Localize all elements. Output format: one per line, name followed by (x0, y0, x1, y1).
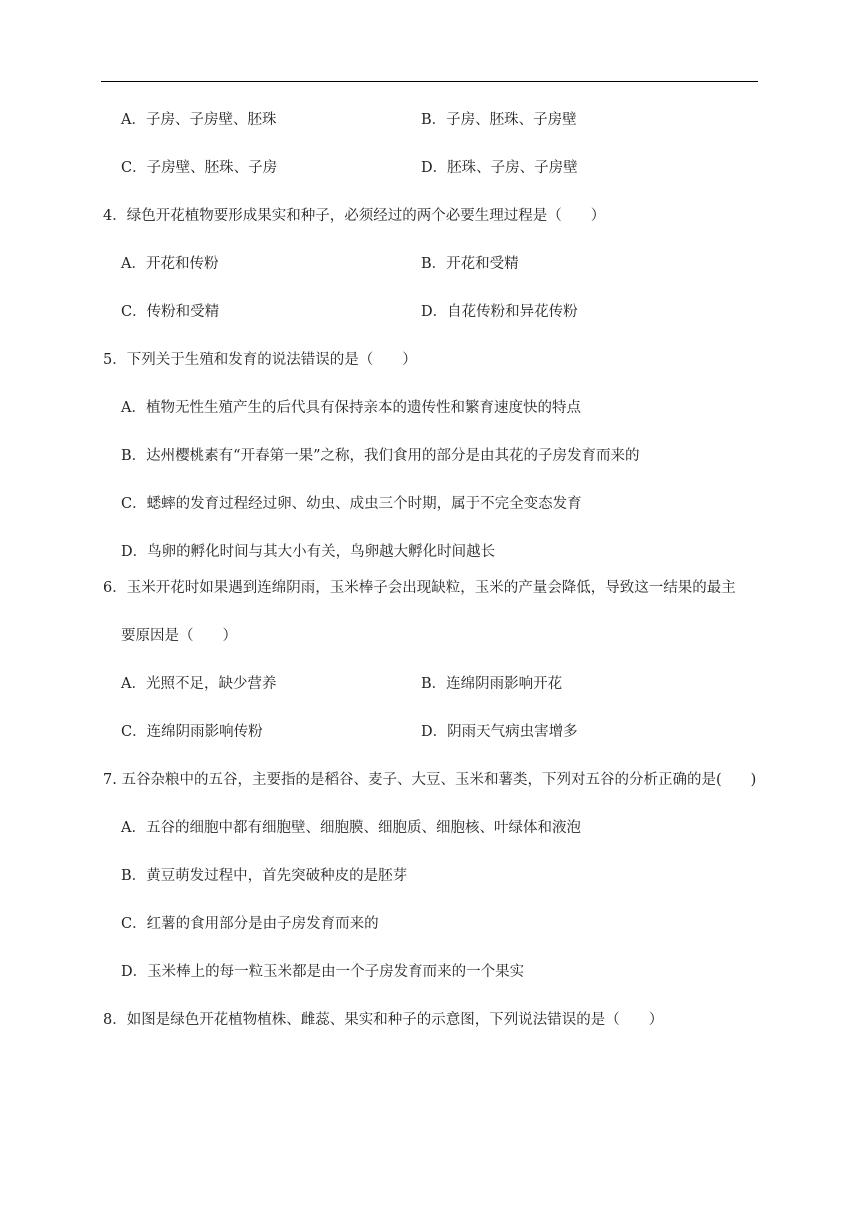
q3-option-d: D．胚珠、子房、子房壁 (421, 160, 578, 176)
q6-option-d: D．阴雨天气病虫害增多 (421, 724, 578, 740)
q5-stem: 5．下列关于生殖和发育的说法错误的是（ ） (103, 352, 417, 368)
q7-option-b: B．黄豆萌发过程中，首先突破种皮的是胚芽 (121, 868, 408, 884)
q4-option-d: D．自花传粉和异花传粉 (421, 304, 578, 320)
q4-stem: 4．绿色开花植物要形成果实和种子，必须经过的两个必要生理过程是（ ） (103, 208, 606, 224)
q7-stem: 7. 五谷杂粮中的五谷，主要指的是稻谷、麦子、大豆、玉米和薯类，下列对五谷的分析正确的是( ) (103, 772, 757, 788)
q6-stem-line2: 要原因是（ ） (121, 628, 237, 644)
q4-option-c: C．传粉和受精 (121, 304, 220, 320)
header-rule (101, 81, 758, 82)
q7-option-c: C．红薯的食用部分是由子房发育而来的 (121, 916, 379, 932)
q6-option-b: B．连绵阴雨影响开花 (421, 676, 563, 692)
q3-option-b: B．子房、胚珠、子房壁 (421, 112, 577, 128)
q7-option-a: A．五谷的细胞中都有细胞壁、细胞膜、细胞质、细胞核、叶绿体和液泡 (121, 820, 581, 836)
q5-option-a: A．植物无性生殖产生的后代具有保持亲本的遗传性和繁育速度快的特点 (121, 400, 581, 416)
q6-option-c: C．连绵阴雨影响传粉 (121, 724, 263, 740)
q4-option-b: B．开花和受精 (421, 256, 519, 272)
q7-option-d: D．玉米棒上的每一粒玉米都是由一个子房发育而来的一个果实 (121, 964, 525, 980)
q5-option-c: C．蟋蟀的发育过程经过卵、幼虫、成虫三个时期，属于不完全变态发育 (121, 496, 582, 512)
q6-option-a: A．光照不足，缺少营养 (121, 676, 277, 692)
q3-option-a: A．子房、子房壁、胚珠 (121, 112, 277, 128)
q3-option-c: C．子房壁、胚珠、子房 (121, 160, 278, 176)
q4-option-a: A．开花和传粉 (121, 256, 219, 272)
q8-stem: 8．如图是绿色开花植物植株、雌蕊、果实和种子的示意图，下列说法错误的是（ ） (103, 1012, 664, 1028)
q5-option-d: D．鸟卵的孵化时间与其大小有关，鸟卵越大孵化时间越长 (121, 544, 496, 560)
q5-option-b: B．达州樱桃素有“开春第一果”之称，我们食用的部分是由其花的子房发育而来的 (121, 448, 640, 464)
q6-stem-line1: 6．玉米开花时如果遇到连绵阴雨，玉米棒子会出现缺粒，玉米的产量会降低，导致这一结果的最主 (103, 580, 736, 596)
